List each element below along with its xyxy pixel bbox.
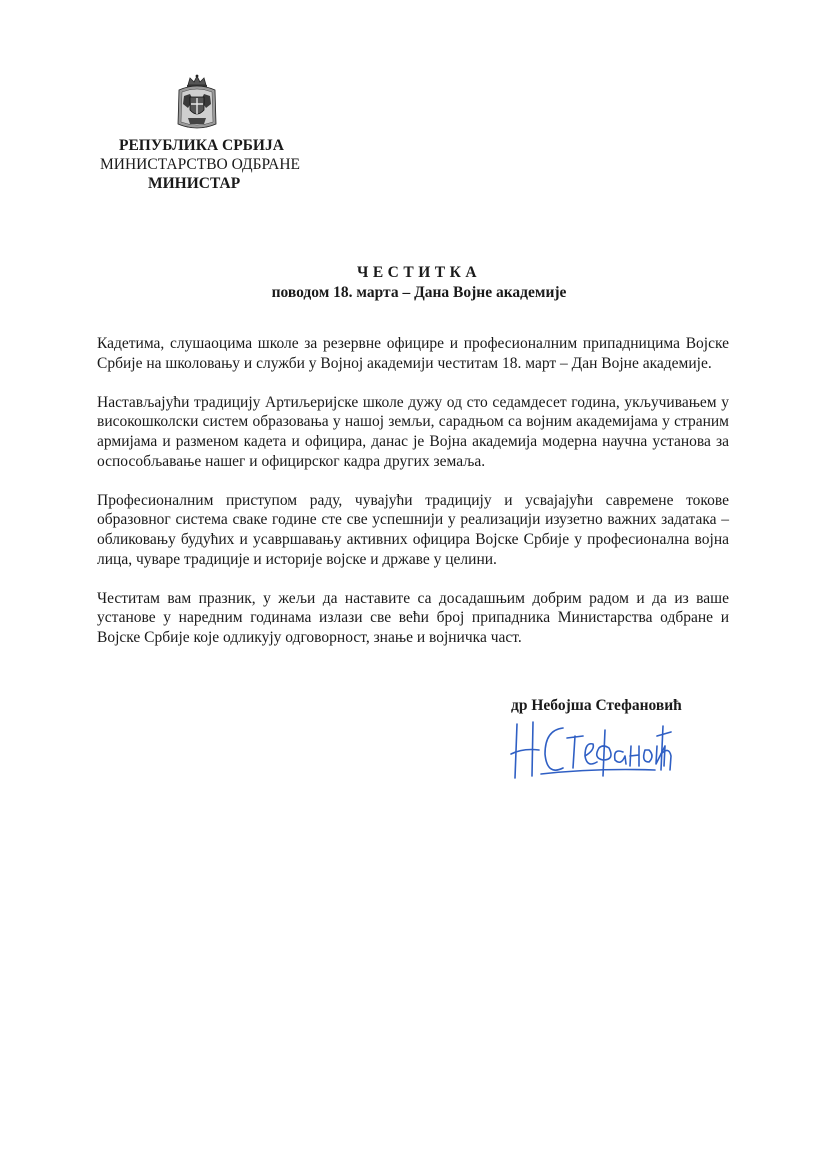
republic-name: РЕПУБЛИКА СРБИЈА (119, 137, 284, 154)
handwritten-signature (505, 716, 675, 782)
title-block (0, 263, 826, 303)
office-name: МИНИСТАР (148, 175, 241, 192)
body-paragraph: Кадетима, слушаоцима школе за резервне официре и професионалним припадницима Војске Србије на школовању и служби у Војној академији честитам 18. март – Дан Војне академије. (97, 335, 729, 372)
letterhead (100, 136, 330, 193)
body-paragraph: Настављајући традицију Артиљеријске школе дужу од сто седамдесет година, укључивањем у високошколски систем образовања у нашој земљи, сарадњом са војним академијама у страним армијама и разменом кадета и официра, данас је Војна академија модерна научна установа за оспособљавање нашег и официрског кадра других земаља. (97, 393, 729, 470)
signatory-name: др Небојша Стефановић (511, 697, 682, 714)
ministry-name: МИНИСТАРСТВО ОДБРАНЕ (100, 156, 301, 173)
body-paragraph: Честитам вам празник, у жељи да наставите са досадашњим добрим радом и да из ваше установе у наредним годинама излази све већи број припадника Министарства одбране и Војске Србије које одликују одговорност, знање и војничка част. (97, 589, 729, 646)
document-subtitle: поводом 18. марта – Дана Војне академије (271, 284, 567, 301)
letter-body (97, 334, 729, 667)
coat-of-arms-icon (176, 74, 218, 132)
document-title: ЧЕСТИТКА (356, 264, 482, 281)
body-paragraph: Професионалним приступом раду, чувајући традицију и усвајајући савремене токове образовног система сваке године сте све успешнији у реализацији изузетно важних задатака – обликовању будућих и усавршавању активних официра Војске Србије у професионална војна лица, чуваре традиције и историје војске и државе у целини. (97, 491, 729, 568)
